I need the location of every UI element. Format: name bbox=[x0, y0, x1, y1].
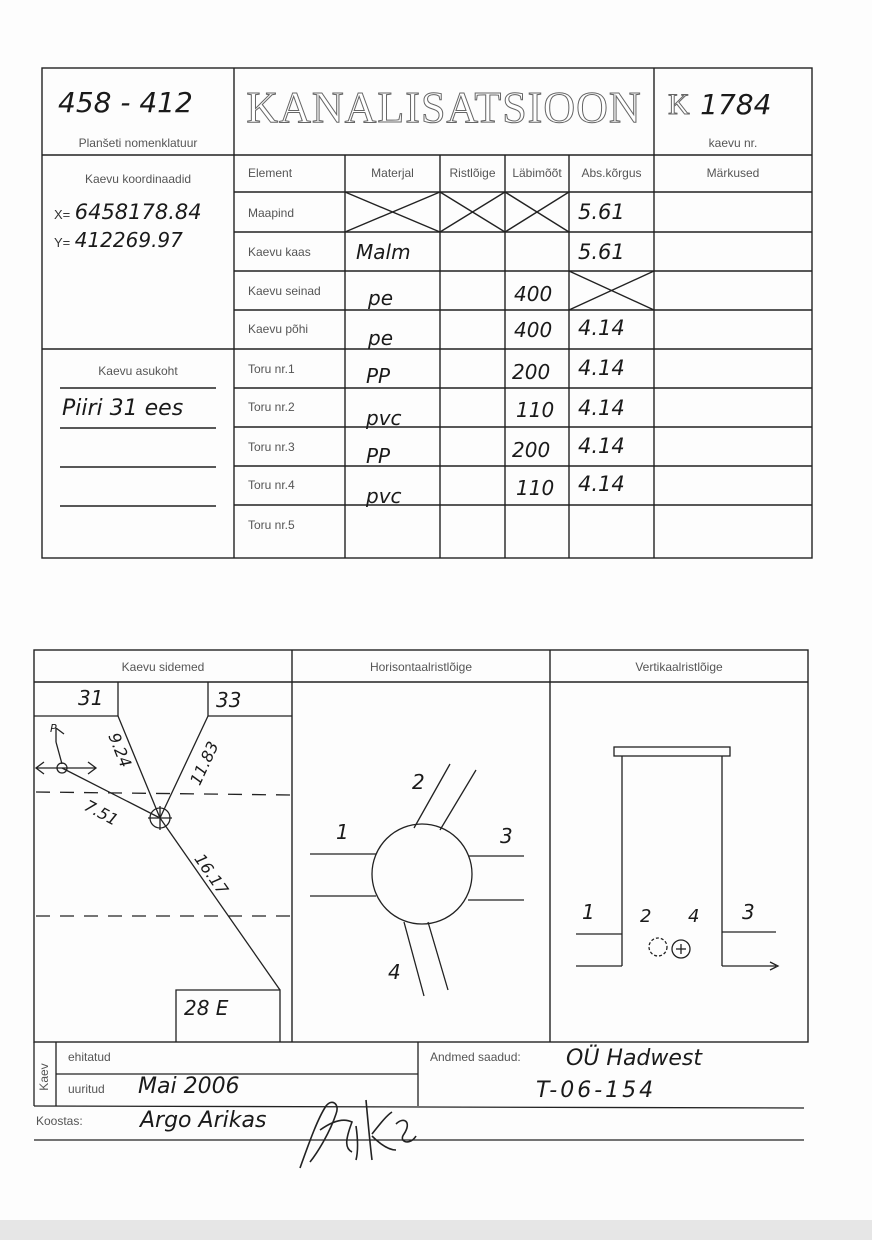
col-header-material: Materjal bbox=[371, 166, 414, 180]
nomenclature-value: 458 - 412 bbox=[58, 86, 193, 119]
row-diameter: 110 bbox=[516, 398, 555, 422]
row-element: Toru nr.2 bbox=[248, 400, 295, 414]
vertical-section-sketch bbox=[576, 747, 778, 970]
surveyed-value: Mai 2006 bbox=[138, 1074, 240, 1099]
row-height: 4.14 bbox=[578, 316, 625, 340]
well-label: kaevu nr. bbox=[708, 136, 758, 150]
row-element: Kaevu põhi bbox=[248, 322, 309, 336]
col-header-height: Abs.kõrgus bbox=[581, 166, 642, 180]
coord-x-prefix: X= bbox=[54, 207, 71, 222]
col-header-cross: Ristlõige bbox=[449, 166, 496, 180]
row-diameter: 400 bbox=[514, 318, 553, 342]
row-material: Malm bbox=[356, 240, 411, 264]
tie-distance-3: 7.51 bbox=[81, 796, 122, 830]
row-diameter: 110 bbox=[516, 476, 555, 500]
data-from-label: Andmed saadud: bbox=[430, 1050, 521, 1064]
horizontal-section-sketch bbox=[310, 764, 524, 996]
row-material: pe bbox=[368, 326, 393, 350]
tie-distance-4: 16.17 bbox=[190, 850, 233, 899]
compiled-value: Argo Arikas bbox=[140, 1108, 267, 1133]
tie-distance-2: 11.83 bbox=[186, 738, 223, 789]
compiled-label: Koostas: bbox=[36, 1114, 83, 1128]
location-value: Piiri 31 ees bbox=[62, 396, 184, 421]
row-diameter: 200 bbox=[512, 438, 551, 462]
coord-x bbox=[54, 200, 202, 224]
row-element: Toru nr.4 bbox=[248, 478, 295, 492]
ties-label: Kaevu sidemed bbox=[121, 660, 205, 674]
kaev-label: Kaev bbox=[37, 1063, 51, 1091]
row-material: PP bbox=[366, 364, 391, 388]
data-from-value: OÜ Hadwest bbox=[566, 1046, 703, 1071]
col-header-notes: Märkused bbox=[706, 166, 760, 180]
arrow-label: P bbox=[50, 722, 57, 735]
h-pipe-4: 4 bbox=[388, 960, 401, 984]
built-label: ehitatud bbox=[68, 1050, 111, 1064]
h-pipe-2: 2 bbox=[412, 770, 425, 794]
v-pipe-2: 2 bbox=[640, 906, 652, 927]
row-element: Toru nr.3 bbox=[248, 440, 295, 454]
horizontal-section-label: Horisontaalristlõige bbox=[369, 660, 473, 674]
surveyed-label: uuritud bbox=[68, 1082, 105, 1096]
tie-distance-1: 9.24 bbox=[104, 730, 136, 771]
row-element: Toru nr.1 bbox=[248, 362, 295, 376]
col-header-element: Element bbox=[248, 166, 293, 180]
row-material: pvc bbox=[366, 484, 402, 508]
coords-label: Kaevu koordinaadid bbox=[84, 172, 192, 186]
row-material: PP bbox=[366, 444, 391, 468]
coord-y-value: 412269.97 bbox=[74, 228, 183, 252]
row-element: Toru nr.5 bbox=[248, 518, 295, 532]
coord-y-prefix: Y= bbox=[54, 235, 71, 250]
row-material: pvc bbox=[366, 406, 402, 430]
col-header-diameter: Läbimõõt bbox=[512, 166, 562, 180]
well-value: 1784 bbox=[700, 88, 772, 121]
h-pipe-1: 1 bbox=[336, 820, 349, 844]
v-pipe-4: 4 bbox=[688, 906, 700, 927]
row-element: Kaevu kaas bbox=[248, 245, 311, 259]
row-height: 4.14 bbox=[578, 356, 625, 380]
well-number bbox=[668, 88, 808, 122]
v-pipe-1: 1 bbox=[582, 900, 595, 924]
row-height: 4.14 bbox=[578, 396, 625, 420]
plot-bottom: 28 E bbox=[184, 996, 229, 1020]
row-height: 4.14 bbox=[578, 434, 625, 458]
location-label: Kaevu asukoht bbox=[98, 364, 178, 378]
row-height: 5.61 bbox=[578, 200, 625, 224]
row-element: Kaevu seinad bbox=[248, 284, 321, 298]
coord-x-value: 6458178.84 bbox=[74, 200, 202, 224]
page-title: KANALISATSIOON bbox=[246, 83, 642, 132]
data-from-code: T-06-154 bbox=[536, 1078, 657, 1103]
vertical-section-label: Vertikaalristlõige bbox=[635, 660, 723, 674]
coord-y bbox=[54, 228, 183, 252]
nomenclature-label: Planšeti nomenklatuur bbox=[78, 136, 198, 150]
scan-edge bbox=[0, 1220, 872, 1240]
well-prefix: K bbox=[668, 88, 690, 121]
row-height: 4.14 bbox=[578, 472, 625, 496]
row-element: Maapind bbox=[248, 206, 295, 220]
signature-scribble bbox=[300, 1100, 416, 1168]
v-pipe-3: 3 bbox=[742, 900, 755, 924]
ties-sketch bbox=[34, 682, 292, 1042]
row-height: 5.61 bbox=[578, 240, 625, 264]
h-pipe-3: 3 bbox=[500, 824, 513, 848]
row-diameter: 200 bbox=[512, 360, 551, 384]
row-material: pe bbox=[368, 286, 393, 310]
plot-left: 31 bbox=[78, 686, 104, 710]
row-diameter: 400 bbox=[514, 282, 553, 306]
plot-right: 33 bbox=[216, 688, 242, 712]
